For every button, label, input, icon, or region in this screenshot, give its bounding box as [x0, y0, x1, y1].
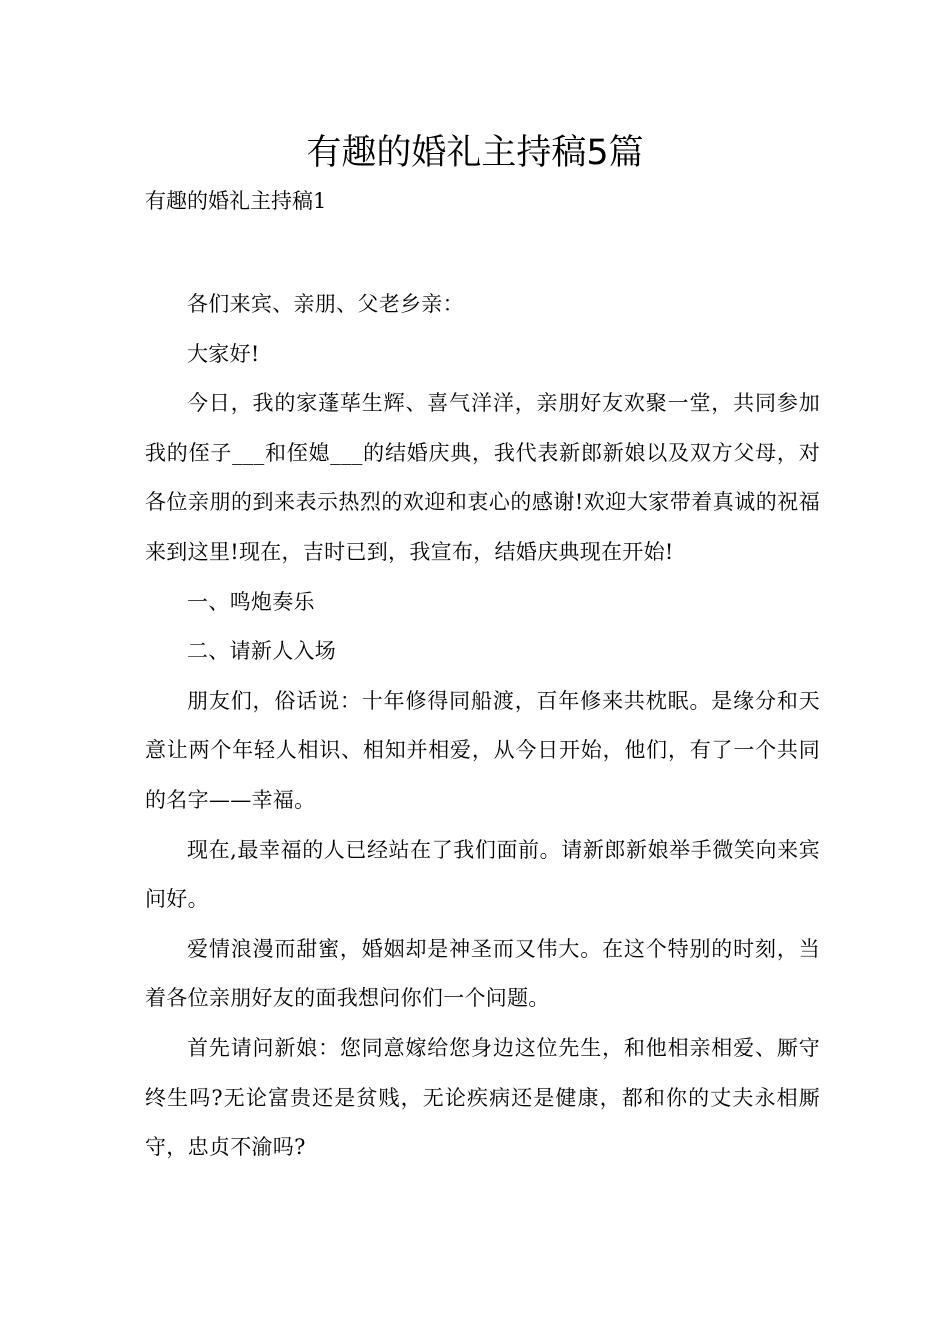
paragraph-greeting: 各们来宾、亲朋、父老乡亲： — [187, 292, 464, 316]
paragraph-opening: 今日，我的家蓬荜生辉、喜气洋洋，亲朋好友欢聚一堂，共同参加我的侄子___和侄媳___的结婚庆典，我代表新郎新娘以及双方父母，对各位亲朋的到来表示热烈的欢迎和衷心的感谢!欢迎大家带着真诚的祝福来到这里!现在，吉时已到，我宣布，结婚庆典现在开始! — [145, 391, 820, 564]
document-body — [145, 280, 820, 1173]
paragraph-step-one: 一、鸣炮奏乐 — [187, 589, 315, 614]
paragraph-friends: 朋友们，俗话说：十年修得同船渡，百年修来共枕眠。是缘分和天意让两个年轻人相识、相知并相爱，从今日开始，他们，有了一个共同的名字——幸福。 — [145, 688, 820, 812]
paragraph-hello: 大家好! — [187, 341, 260, 366]
paragraph-bride-question: 首先请问新娘：您同意嫁给您身边这位先生，和他相亲相爱、厮守终生吗?无论富贵还是贫贱，无论疾病还是健康，都和你的丈夫永相厮守，忠贞不渝吗? — [145, 1035, 820, 1160]
section-heading: 有趣的婚礼主持稿1 — [145, 189, 327, 213]
paragraph-now: 现在,最幸福的人已经站在了我们面前。请新郎新娘举手微笑向来宾问好。 — [145, 837, 820, 912]
paragraph-step-two: 二、请新人入场 — [187, 639, 337, 664]
document-title: 有趣的婚礼主持稿5篇 — [306, 133, 644, 173]
paragraph-love: 爱情浪漫而甜蜜，婚姻却是神圣而又伟大。在这个特别的时刻，当着各位亲朋好友的面我想问你们一个问题。 — [145, 936, 820, 1011]
